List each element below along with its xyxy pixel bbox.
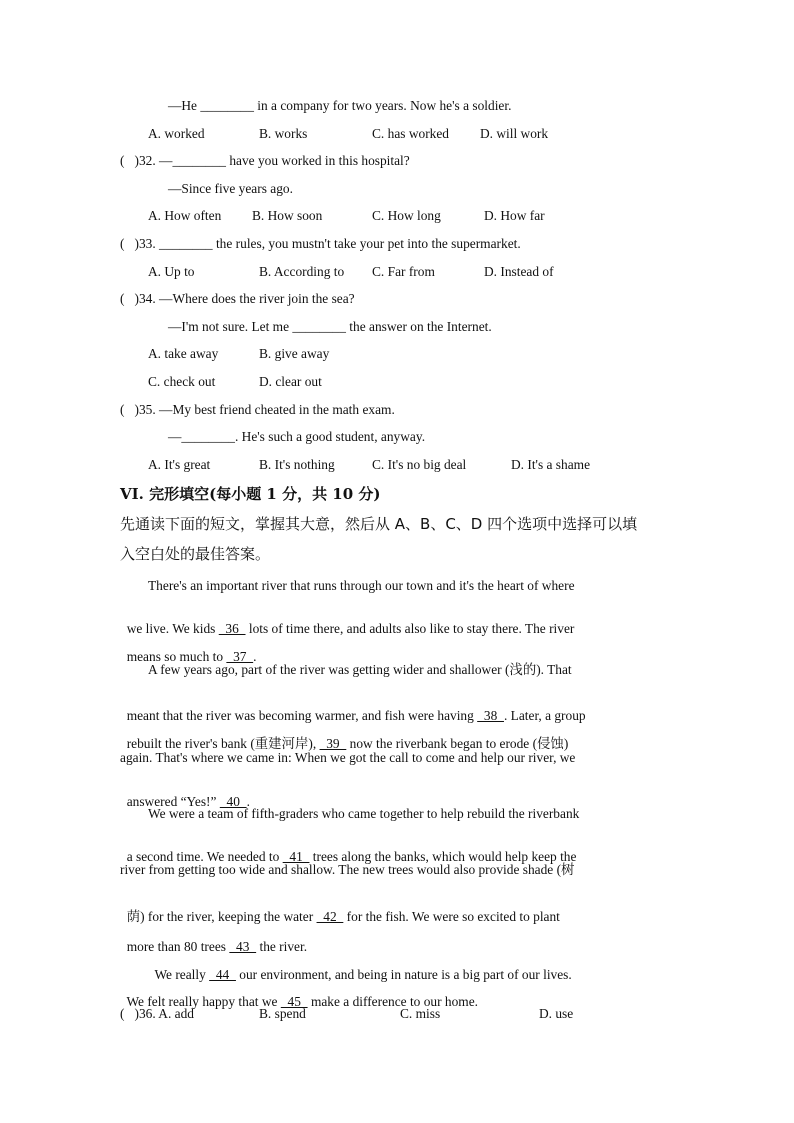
blank-45: 45 [280,994,308,1009]
passage-text: . [253,649,257,664]
q35-stem: ( )35. —My best friend cheated in the math exam. [120,402,395,417]
q32-option-a: A. How often [148,208,222,223]
passage-line: There's an important river that runs through our town and it's the heart of where [148,578,575,593]
passage-text: more than 80 trees [126,939,230,954]
blank-42: 42 [316,909,344,924]
blank-36: 36 [218,621,246,636]
q34-stem: ( )34. —Where does the river join the sea? [120,291,355,306]
passage-text: the river. [256,939,308,954]
blank-37: 37 [226,649,254,664]
blank-41: 41 [282,849,310,864]
q32-option-b: B. How soon [252,208,323,223]
q32-stem: ( )32. —________ have you worked in this hospital? [120,153,410,168]
passage-text: our environment, and being in nature is a big part of our lives. [235,967,572,982]
q35-option-b: B. It's nothing [259,457,335,472]
q33-option-b: B. According to [259,264,345,279]
q36-option-b: B. spend [259,1006,306,1021]
q36-option-c: C. miss [400,1006,441,1021]
passage-text: 荫) for the river, keeping the water [126,909,317,924]
q34-option-d: D. clear out [259,374,322,389]
q34-option-a: A. take away [148,346,219,361]
passage-line: again. That's where we came in: When we got the call to come and help our river, we [120,750,576,765]
passage-text: we live. We kids [126,621,219,636]
passage-text: now the riverbank began to erode (侵蚀) [346,736,569,751]
passage-text: make a difference to our home. [307,994,479,1009]
q32-answer-line: —Since five years ago. [168,181,293,196]
q32-option-d: D. How far [484,208,545,223]
passage-line [120,893,560,925]
passage-line: river from getting too wide and shallow. The new trees would also provide shade (树 [120,862,575,877]
q36-option-d: D. use [539,1006,574,1021]
passage-text: . Later, a group [503,708,586,723]
q31-option-c: C. has worked [372,126,449,141]
q35-option-d: D. It's a shame [511,457,591,472]
q35-option-a: A. It's great [148,457,211,472]
q34-answer-line: —I'm not sure. Let me ________ the answer on the Internet. [168,319,492,334]
passage-text: trees along the banks, which would help keep the [309,849,577,864]
passage-line [120,633,257,665]
q35-option-c: C. It's no big deal [372,457,467,472]
passage-text: for the fish. We were so excited to plant [343,909,560,924]
passage-text: a second time. We needed to [126,849,283,864]
blank-44: 44 [209,967,236,982]
section-instruction-line-2: 入空白处的最佳答案。 [120,545,271,563]
passage-text: We really [154,967,210,982]
blank-40: 40 [219,794,247,809]
passage-text: lots of time there, and adults also like to stay there. The river [245,621,575,636]
section-instruction-line-1: 先通读下面的短文，掌握其大意，然后从 A、B、C、D 四个选项中选择可以填 [120,515,638,533]
passage-line: We were a team of fifth-graders who came together to help rebuild the riverbank [148,806,580,821]
q36-stem: ( )36. A. add [120,1006,195,1021]
q33-option-c: C. Far from [372,264,435,279]
q34-option-b: B. give away [259,346,330,361]
passage-line [120,833,576,865]
q35-answer-line: —________. He's such a good student, anyway. [168,429,426,444]
q31-option-b: B. works [259,126,308,141]
q31-answer-line: —He ________ in a company for two years. Now he's a soldier. [168,98,512,113]
q33-stem: ( )33. ________ the rules, you mustn't take your pet into the supermarket. [120,236,521,251]
passage-text: We felt really happy that we [126,994,281,1009]
q31-option-d: D. will work [480,126,549,141]
passage-text: meant that the river was becoming warmer, and fish were having [126,708,478,723]
passage-text: rebuilt the river's bank (重建河岸), [126,736,320,751]
q33-option-d: D. Instead of [484,264,554,279]
passage-text: means so much to [126,649,227,664]
q31-option-a: A. worked [148,126,205,141]
blank-43: 43 [229,939,257,954]
passage-text: answered “Yes!” [126,794,220,809]
q32-option-c: C. How long [372,208,441,223]
passage-text: . [246,794,250,809]
q34-option-c: C. check out [148,374,216,389]
passage-line [120,720,568,752]
passage-line: A few years ago, part of the river was getting wider and shallower (浅的). That [148,662,572,677]
blank-38: 38 [477,708,504,723]
section-heading: VI. 完形填空(每小题 1 分，共 10 分) [120,485,381,503]
blank-39: 39 [319,736,347,751]
q33-option-a: A. Up to [148,264,195,279]
